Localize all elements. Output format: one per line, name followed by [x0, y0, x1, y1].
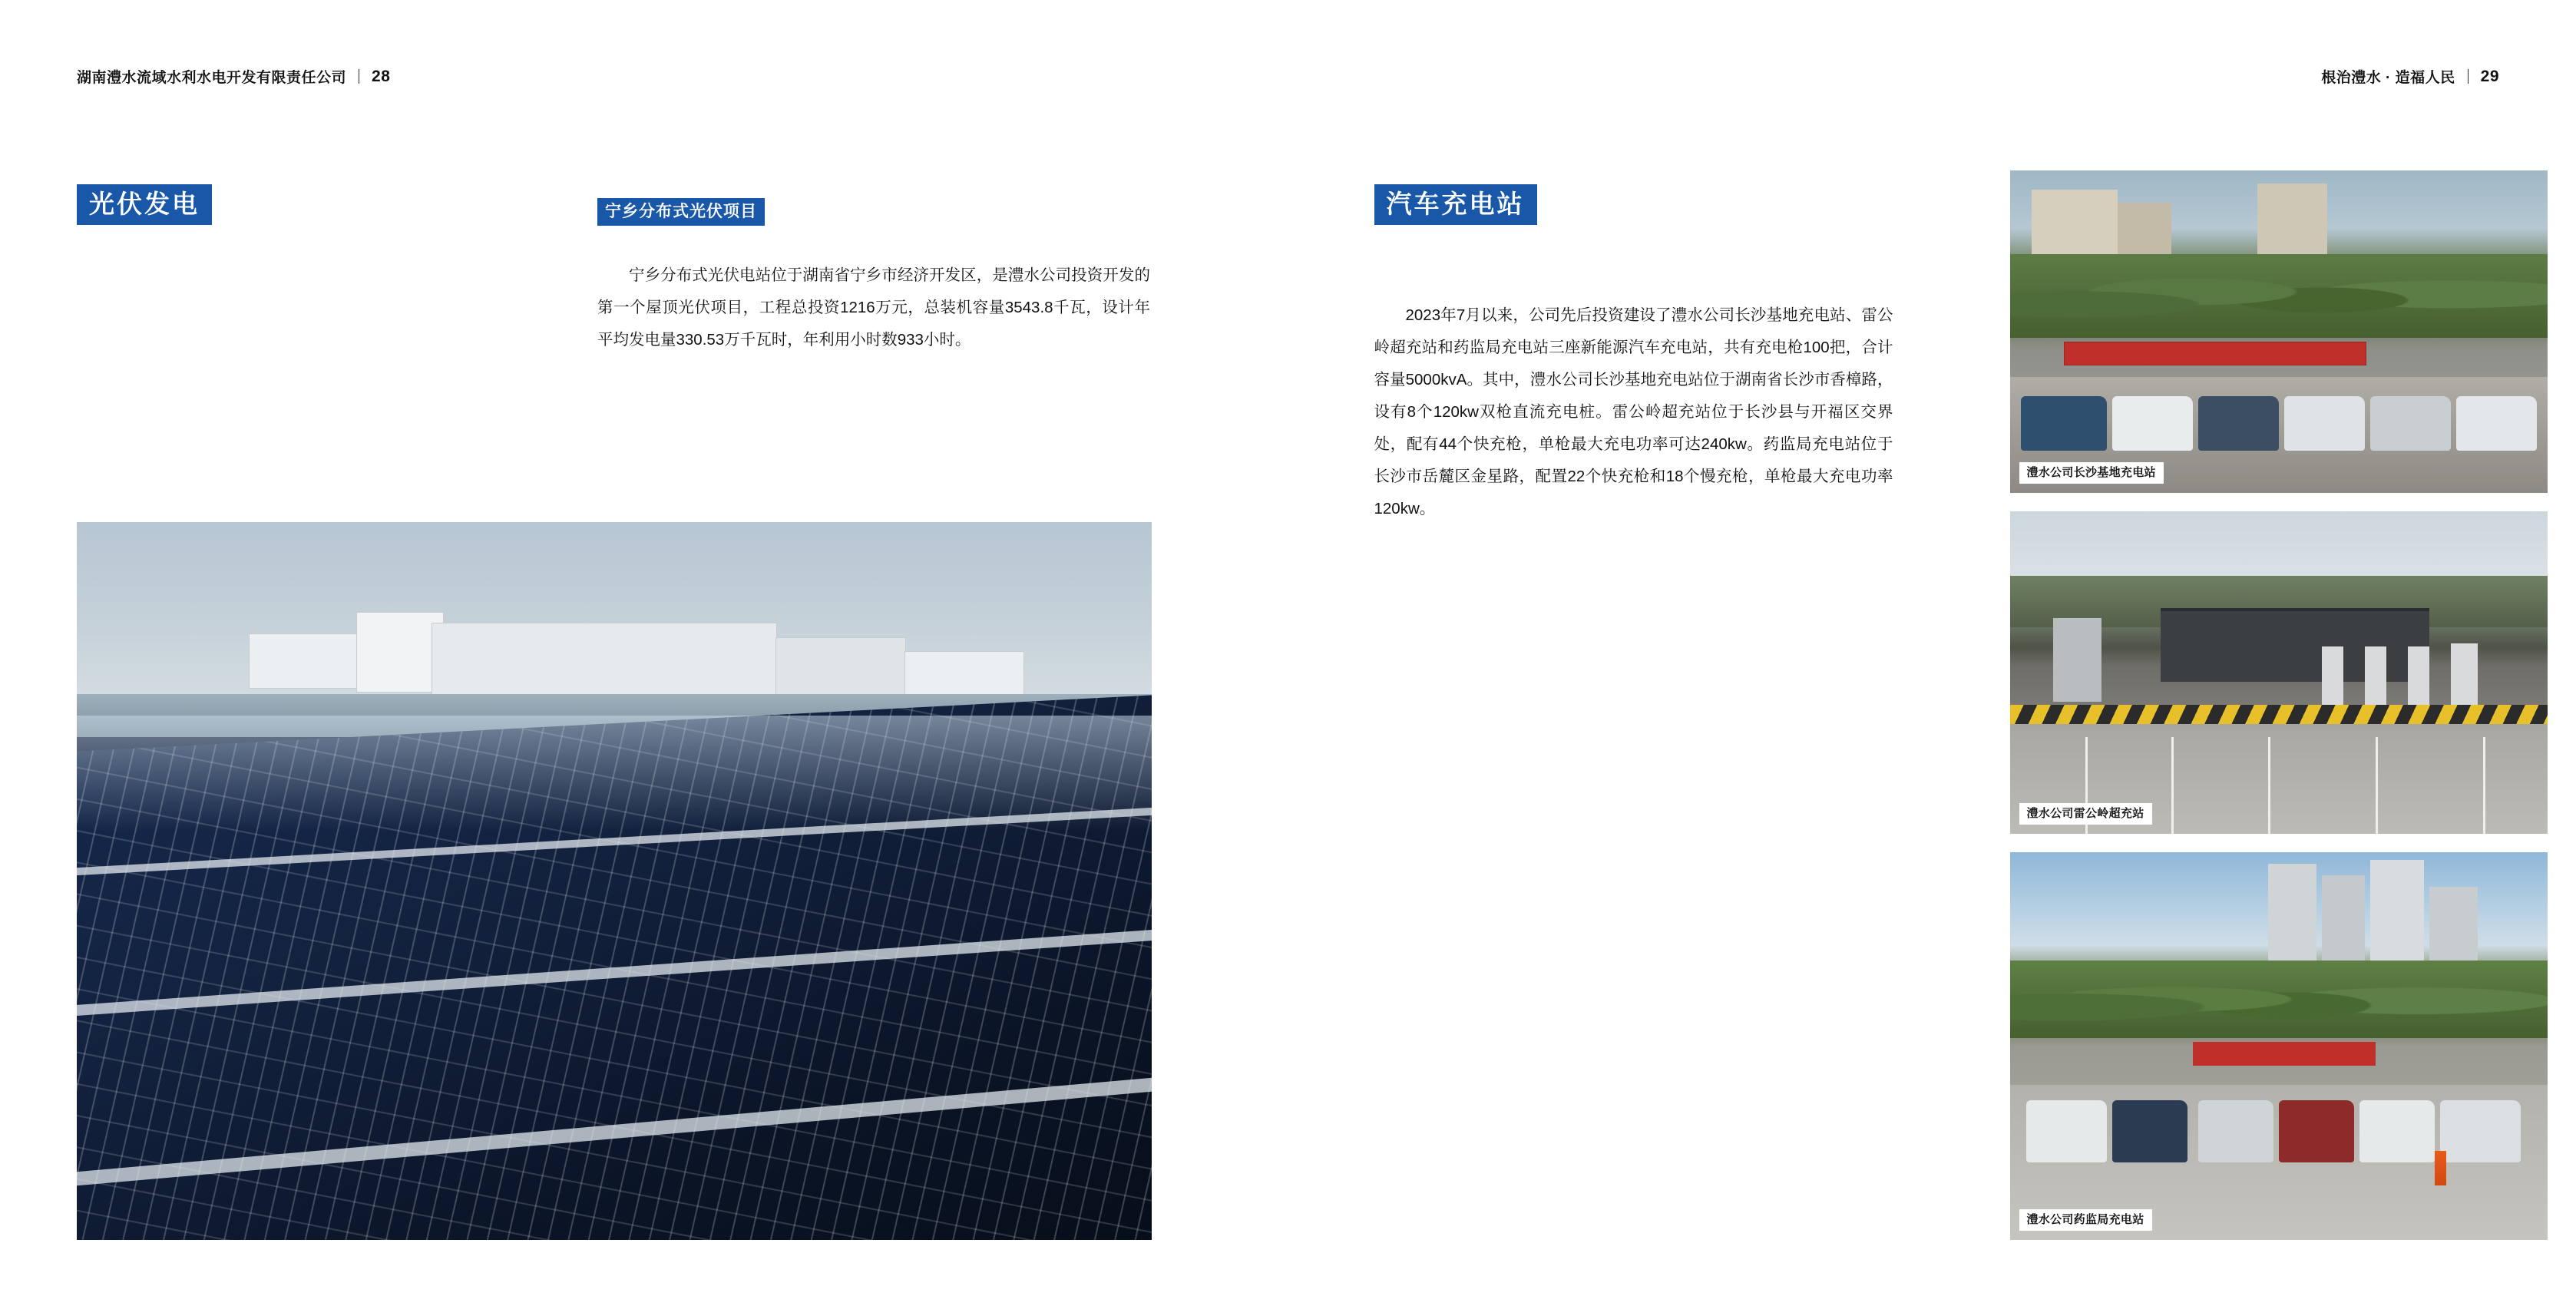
station-photo-kiosk: [2053, 618, 2101, 702]
right-body-text: [1374, 299, 1893, 525]
photo-leigongling-supercharging-station: [2010, 511, 2548, 834]
station-photo-parking-line: [2483, 737, 2485, 834]
left-body-paragraph: 宁乡分布式光伏电站位于湖南省宁乡市经济开发区，是澧水公司投资开发的第一个屋顶光伏项目，工程总投资1216万元，总装机容量3543.8千瓦，设计年平均发电量330.53万千瓦时，年利用小时数933小时。: [597, 266, 1150, 349]
station-photo-red-banner: [2193, 1042, 2376, 1065]
left-running-head-text: 湖南澧水流域水利水电开发有限责任公司: [77, 70, 347, 86]
station-photo-car: [2198, 396, 2279, 451]
station-photo-car: [2284, 396, 2365, 451]
station-photo-car: [2440, 1100, 2521, 1162]
section-title-photovoltaic: 光伏发电: [77, 184, 212, 225]
station-photo-car: [2021, 396, 2107, 451]
station-photo-car: [2370, 396, 2451, 451]
station-photo-traffic-cone: [2435, 1151, 2446, 1185]
running-head-divider: [2468, 69, 2469, 84]
station-photo-trees: [2010, 960, 2548, 1038]
photo-drug-administration-charging-station: [2010, 852, 2548, 1240]
station-photo-car: [2279, 1100, 2354, 1162]
right-page-number: 29: [2480, 67, 2499, 85]
solar-photo-building: [432, 623, 777, 696]
station-photo-parking-line: [2376, 737, 2378, 834]
station-photo-car: [2198, 1100, 2273, 1162]
station-photo-red-banner: [2064, 342, 2366, 365]
right-page: [1288, 0, 2576, 1306]
solar-photo-building: [904, 651, 1024, 699]
right-running-head-text: 根治澧水 · 造福人民: [2321, 70, 2455, 86]
station-photo-car: [2359, 1100, 2435, 1162]
section-title-charging-station: 汽车充电站: [1374, 184, 1537, 225]
right-body-paragraph: 2023年7月以来，公司先后投资建设了澧水公司长沙基地充电站、雷公岭超充站和药监局充电站三座新能源汽车充电站，共有充电枪100把，合计容量5000kvA。其中，澧水公司长沙基地充电站位于湖南省长沙市香樟路，设有8个120kw双枪直流充电桩。雷公岭超充站位于长沙县与开福区交界处，配有44个快充枪，单枪最大充电功率可达240kw。药监局充电站位于长沙市岳麓区金星路，配置22个快充枪和18个慢充枪，单枪最大充电功率120kw。: [1374, 306, 1893, 518]
station-photo-car: [2112, 1100, 2187, 1162]
solar-photo-building: [356, 612, 444, 693]
right-running-head: [2321, 66, 2499, 87]
photo-caption: 澧水公司长沙基地充电站: [2019, 462, 2164, 484]
solar-photo-glare: [77, 716, 1152, 831]
station-photo-charging-post: [2365, 646, 2386, 711]
solar-photo-building: [775, 637, 906, 696]
photo-caption: 澧水公司药监局充电站: [2019, 1209, 2152, 1231]
station-photo-parking-line: [2268, 737, 2270, 834]
station-photo-car: [2456, 396, 2537, 451]
station-photo-trees: [2010, 254, 2548, 338]
left-page-number: 28: [372, 67, 391, 85]
station-photo-hazard-stripe: [2010, 705, 2548, 724]
station-photo-car: [2112, 396, 2193, 451]
station-photo-charging-post: [2322, 646, 2343, 711]
photo-solar-rooftop-array: [77, 522, 1152, 1240]
station-photo-car: [2026, 1100, 2107, 1162]
station-photo-parking-line: [2171, 737, 2174, 834]
station-photo-canopy: [2161, 608, 2429, 682]
station-photo-charging-post: [2451, 643, 2478, 714]
left-running-head: [77, 66, 390, 87]
station-photo-charging-post: [2408, 646, 2429, 711]
photo-caption: 澧水公司雷公岭超充站: [2019, 803, 2152, 825]
left-body-text: [597, 260, 1150, 356]
photo-changsha-base-charging-station: [2010, 170, 2548, 493]
subsection-title-ningxiang-project: 宁乡分布式光伏项目: [597, 198, 765, 226]
